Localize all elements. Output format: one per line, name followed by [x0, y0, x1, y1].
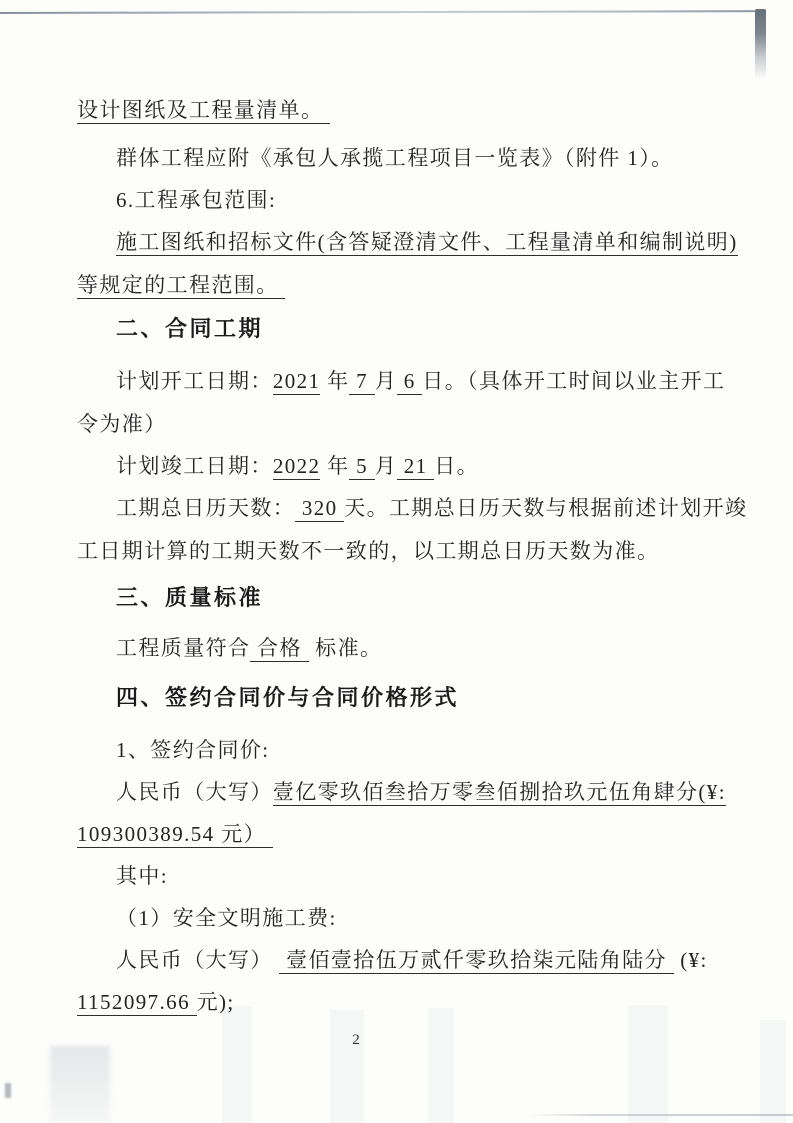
- page-number: 2: [352, 1032, 360, 1048]
- underlined-text-run: 合格: [250, 636, 309, 660]
- heading-section-2: [77, 308, 717, 350]
- document-body: [77, 89, 748, 1023]
- underlined-text-run: 2022: [272, 454, 321, 478]
- text-run: 年: [320, 454, 350, 478]
- underlined-text-run: 设计图纸及工程量清单。: [77, 98, 331, 122]
- para-safety-fee-amount-cont: [77, 981, 717, 1023]
- underlined-text-run: 109300389.54 元）: [77, 822, 273, 846]
- text-run: 年: [320, 369, 350, 393]
- para-group-project: [77, 137, 717, 179]
- underlined-text-run: 壹亿零玖佰叁拾万零叁佰捌拾玖元伍角肆分(¥:: [272, 780, 726, 804]
- text-run: 四、签约合同价与合同价格形式: [116, 685, 460, 710]
- para-safety-fee-label: [77, 897, 717, 939]
- scan-artifact-top-line: [0, 10, 762, 14]
- text-run: 计划竣工日期：: [116, 454, 273, 478]
- text-run: 月: [374, 454, 398, 478]
- text-run: 工期总日历天数：: [116, 496, 296, 520]
- underlined-text-run: 等规定的工程范围。: [77, 273, 286, 297]
- underlined-text-run: 施工图纸和招标文件(含答疑澄清文件、工程量清单和编制说明): [116, 230, 738, 254]
- para-start-date: [77, 360, 726, 402]
- text-run: 日。（具体开工时间以业主开工: [422, 369, 726, 393]
- underlined-text-run: 320: [295, 496, 345, 520]
- text-run: （1）安全文明施工费:: [116, 906, 337, 930]
- text-run: 人民币（大写）: [116, 948, 280, 972]
- text-run: 月: [374, 369, 398, 393]
- scan-noise-streak: [760, 1020, 786, 1123]
- scan-artifact-dot: [5, 1083, 11, 1098]
- para-scope-content-1: [77, 221, 738, 263]
- text-run: 元);: [196, 990, 235, 1014]
- text-run: 日。: [434, 454, 480, 478]
- heading-section-3: [77, 577, 717, 619]
- underlined-text-run: 5: [349, 454, 375, 478]
- underlined-text-run: 壹佰壹拾伍万贰仟零玖拾柒元陆角陆分: [279, 948, 674, 972]
- scan-noise-streak: [428, 1008, 454, 1123]
- text-run: 1、签约合同价:: [116, 738, 270, 762]
- para-safety-fee-amount: [77, 939, 717, 981]
- para-contract-price-label: [77, 729, 717, 771]
- para-finish-date: [77, 445, 717, 487]
- text-run: 人民币（大写）: [116, 780, 273, 804]
- underlined-text-run: 21: [397, 454, 435, 478]
- text-run: 其中:: [116, 864, 169, 888]
- text-run: 令为准）: [77, 412, 167, 436]
- para-contract-price-amount-cont: [77, 813, 717, 855]
- text-run: 群体工程应附《承包人承揽工程项目一览表》（附件 1）。: [116, 146, 674, 170]
- text-run: 二、合同工期: [116, 316, 264, 341]
- para-duration: [77, 487, 748, 529]
- para-duration-cont: [77, 530, 717, 572]
- scan-artifact-bottom-line: [528, 1114, 793, 1116]
- scan-artifact-right-mark: [755, 9, 766, 79]
- para-design-drawings: [77, 89, 717, 131]
- text-run: 天。工期总日历天数与根据前述计划开竣: [344, 496, 748, 520]
- underlined-text-run: 6: [397, 369, 423, 393]
- para-scope-content-2: [77, 264, 717, 306]
- text-run: 工日期计算的工期天数不一致的，以工期总日历天数为准。: [77, 539, 660, 563]
- para-scope-label: [77, 179, 717, 221]
- para-start-date-cont: [77, 403, 717, 445]
- text-run: 三、质量标准: [116, 585, 264, 610]
- underlined-text-run: 1152097.66: [77, 990, 197, 1014]
- para-including: [77, 855, 717, 897]
- para-quality: [77, 627, 717, 669]
- text-run: 标准。: [308, 636, 383, 660]
- text-run: 6.工程承包范围:: [116, 188, 277, 212]
- scan-noise-streak: [330, 1010, 364, 1123]
- scan-artifact-smudge: [50, 1046, 110, 1123]
- text-run: (¥:: [673, 948, 708, 972]
- para-contract-price-amount: [77, 771, 726, 813]
- text-run: 工程质量符合: [116, 636, 251, 660]
- underlined-text-run: 7: [349, 369, 375, 393]
- text-run: 计划开工日期：: [116, 369, 273, 393]
- underlined-text-run: 2021: [272, 369, 321, 393]
- heading-section-4: [77, 677, 717, 719]
- scan-noise-streak: [222, 1006, 252, 1123]
